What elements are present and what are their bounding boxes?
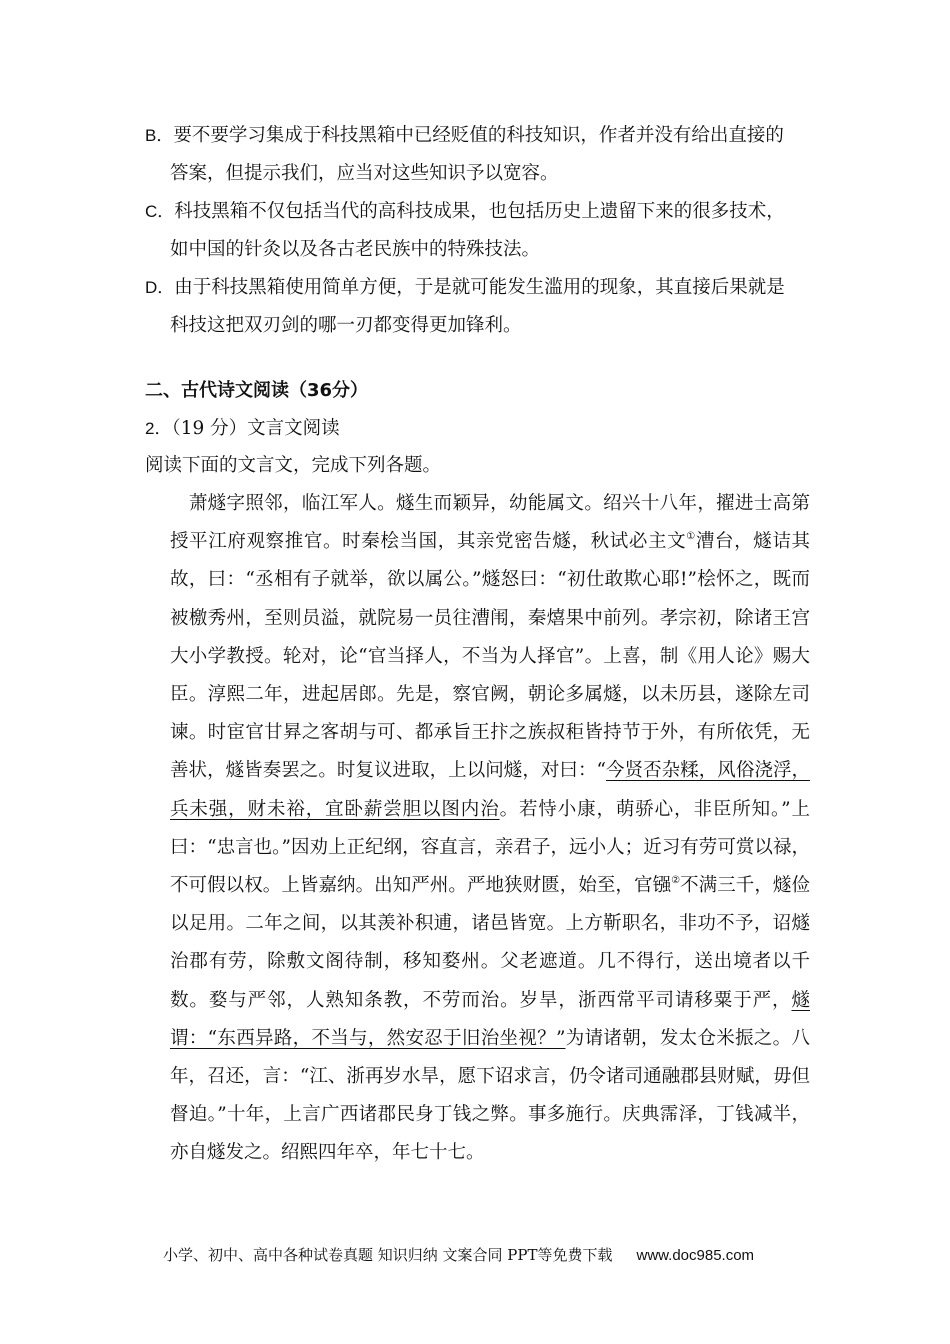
- passage-part: 漕台，燧诘其故，曰：“丞相有子就举，欲以属公。”燧怒曰：“初仕敢欺心耶!”桧怀之，既而被檄秀州，至则员溢，就院易一员往漕闱，秦熺果中前列。孝宗初，除诸王宫大小学教授。轮对，论“官当择人，不当为人择官”。上喜，制《用人论》赐大臣。淳熙二年，进起居郎。先是，察官阙，朝论多属燧，以未历县，遂除左司谏。时宦官甘昪之客胡与可、都承旨王抃之族叔秬皆持节于外，有所依凭，无善状，燧皆奏罢之。时复议进取，上以问燧，对曰：: [170, 531, 810, 782]
- passage-part: 为请诸朝，发太仓米振之。八年，召还，言：“江、浙再岁水旱，愿下诏求言，仍令诸司通融郡县财赋，毋但督迫。”十年，上言广西诸郡民身丁钱之弊。事多施行。庆典霈泽，丁钱减半，亦自燧发之。绍熙四年卒，年七十七。: [170, 1027, 810, 1164]
- footnote-marker: ②: [671, 875, 681, 887]
- option-text-line1: 科技黑箱不仅包括当代的高科技成果，也包括历史上遗留下来的很多技术，: [174, 201, 785, 222]
- question-instruction: 阅读下面的文言文，完成下列各题。: [145, 455, 442, 476]
- section-title: 二、古代诗文阅读（36分）: [145, 380, 369, 401]
- option-text-line1: 由于科技黑箱使用简单方便，于是就可能发生滥用的现象，其直接后果就是: [174, 277, 785, 298]
- passage-quote-mark: “: [596, 760, 606, 782]
- option-text-line2: 答案，但提示我们，应当对这些知识予以宽容。: [170, 163, 559, 184]
- footer-site-link[interactable]: www.doc985.com: [636, 1247, 755, 1264]
- option-text-line1: 要不要学习集成于科技黑箱中已经贬值的科技知识，作者并没有给出直接的: [173, 125, 784, 146]
- underlined-sentence-2: 燧谓：“东西异路，不当与，然安忍于旧治坐视？”: [170, 989, 810, 1049]
- option-label: C．: [145, 202, 175, 221]
- passage-part: 萧燧字照邻，临江军人。燧生而颖异，幼能属文。绍兴十八年，擢进士高第授平江府观察推官。时秦桧当国，其亲党密告燧，秋试必主文: [170, 493, 810, 553]
- question-text: （19 分）文言文阅读: [171, 418, 340, 439]
- option-c: [145, 193, 810, 269]
- option-label: B．: [145, 126, 174, 145]
- option-text-line2: 如中国的针灸以及各古老民族中的特殊技法。: [170, 239, 541, 260]
- option-label: D．: [145, 278, 175, 297]
- footer-text: 小学、初中、高中各种试卷真题 知识归纳 文案合同 PPT等免费下载: [163, 1246, 613, 1264]
- classical-passage: [170, 485, 810, 1173]
- option-b: [145, 117, 810, 193]
- question-header: [145, 411, 810, 447]
- page-footer: [163, 1244, 803, 1267]
- option-text-line2: 科技这把双刃剑的哪一刃都变得更加锋利。: [170, 315, 522, 336]
- option-d: [145, 269, 810, 345]
- footnote-marker: ①: [686, 531, 696, 543]
- passage-part: 。若恃小康，萌骄心，非臣所知。”上曰：“忠言也。”因劝上正纪纲，容直言，亲君子，远小人；近习有劳可赏以禄，不可假以权。上皆嘉纳。出知严州。严地狭财匮，始至，官镪: [170, 798, 810, 897]
- underlined-sentence-1: 今贤否杂糅，风俗浇浮，兵未强，财未裕，宜卧薪尝胆以图内治: [170, 760, 810, 820]
- passage-part: 不满三千，燧俭以足用。二年之间，以其羡补积逋，诸邑皆宽。上方靳职名，非功不予，诏燧治郡有劳，除敷文阁待制，移知婺州。父老遮道。几不得行，送出境者以千数。婺与严邻，人熟知条教，不劳而治。岁旱，浙西常平司请移粟于严，: [170, 875, 810, 1011]
- options-list: [145, 117, 810, 345]
- question-number: 2．: [145, 419, 172, 438]
